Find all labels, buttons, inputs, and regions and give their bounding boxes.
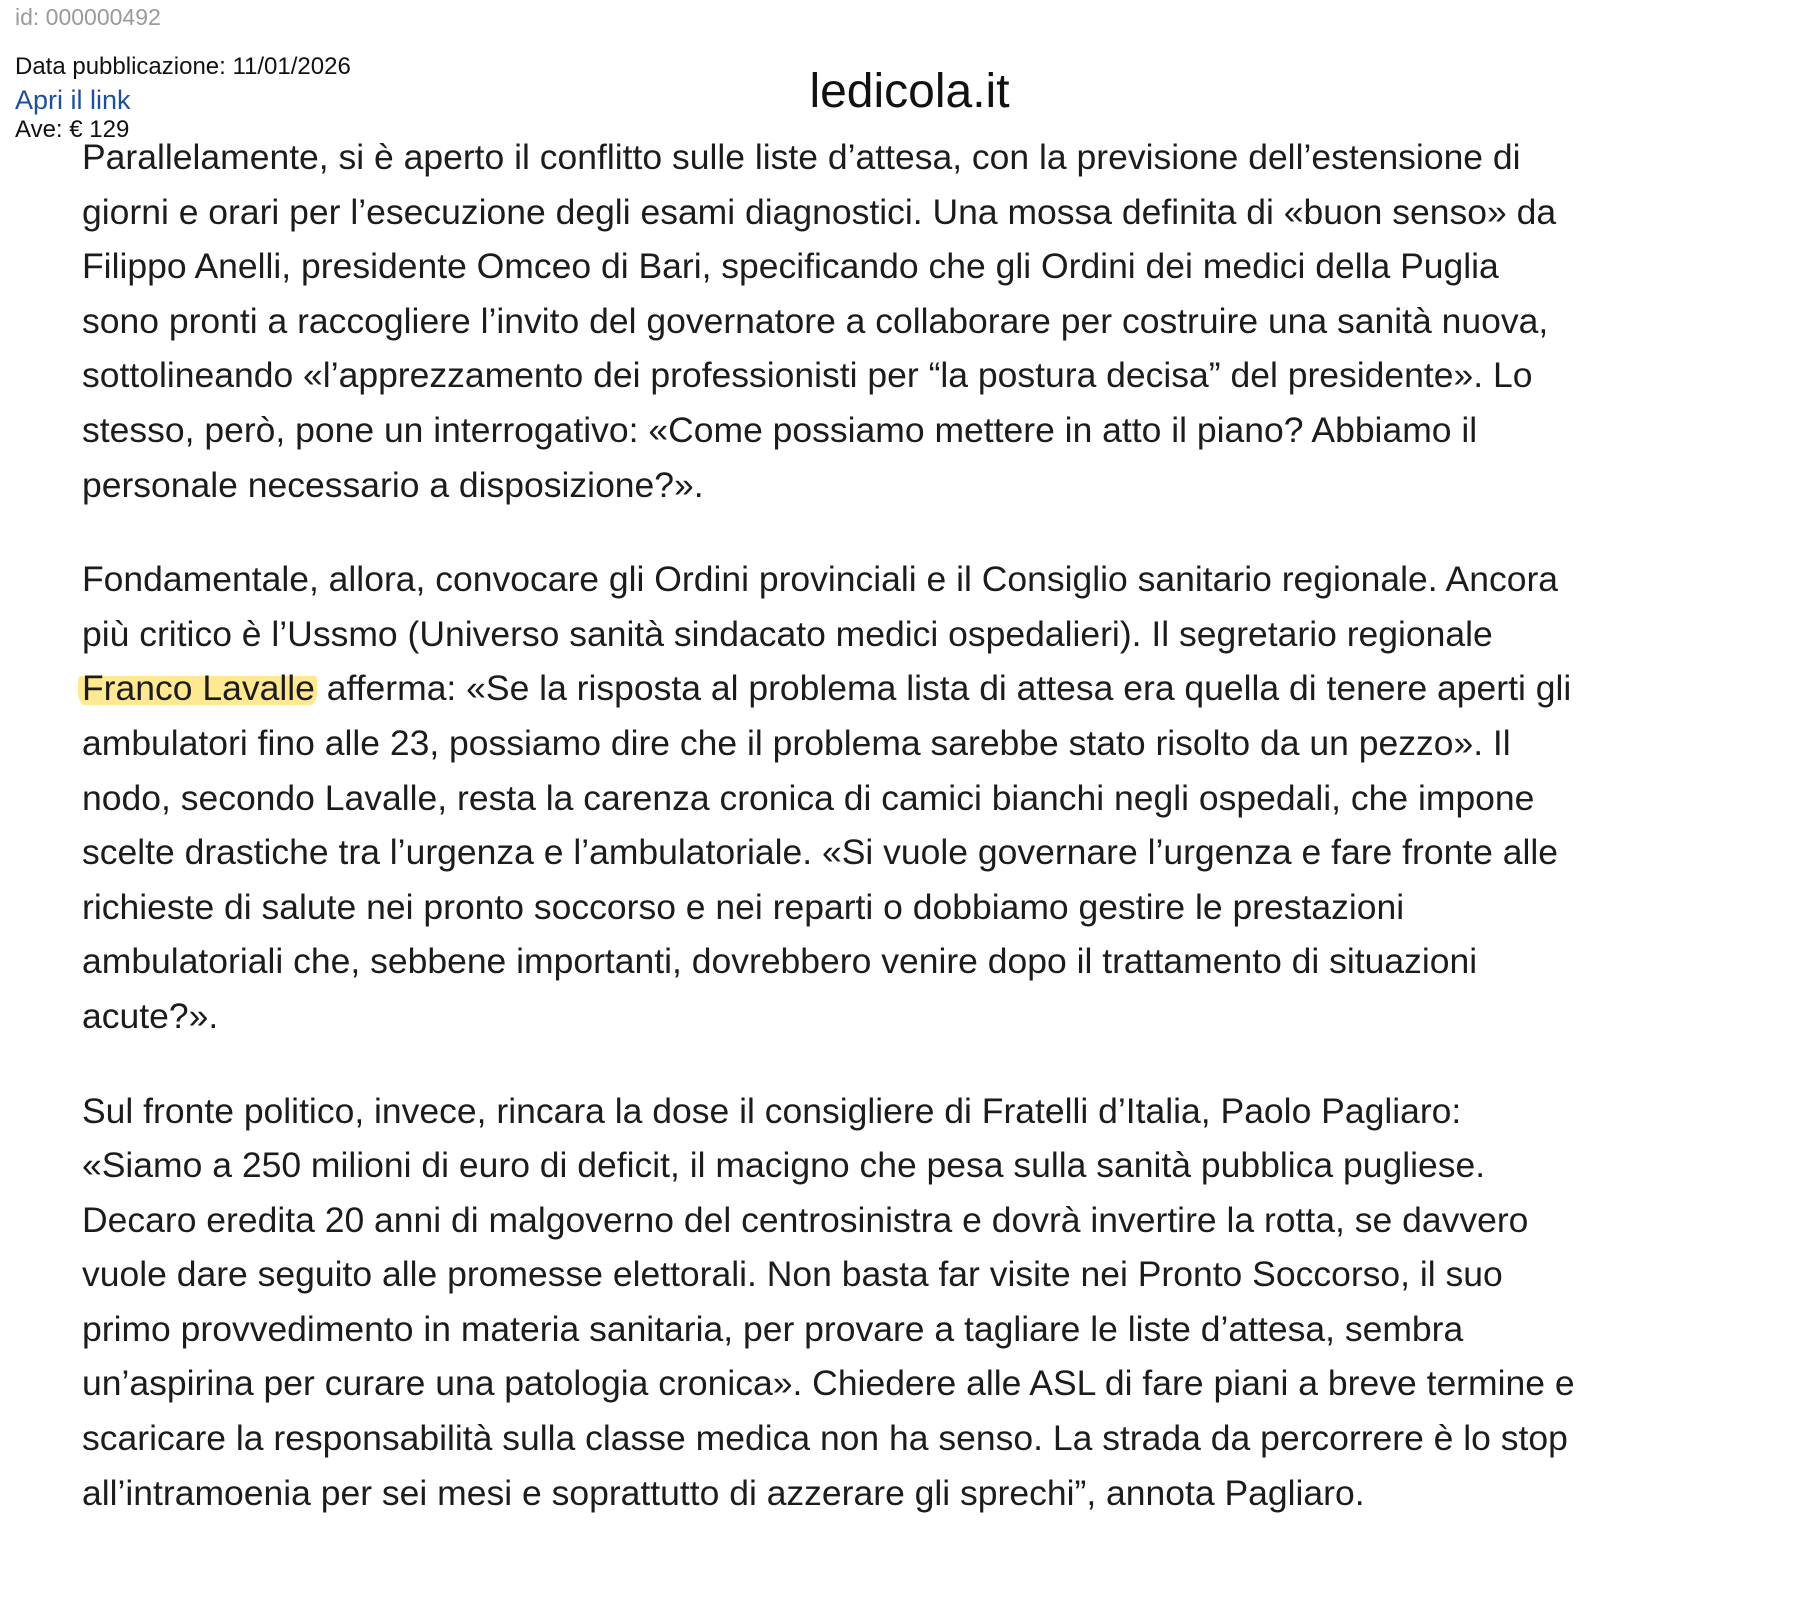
article-paragraph-1 — [82, 130, 1772, 512]
text-line: Parallelamente, si è aperto il conflitto sulle liste d’attesa, con la previsione dell’estensione di — [82, 137, 1521, 177]
text-line: sottolineando «l’apprezzamento dei professionisti per “la postura decisa” del presidente». Lo — [82, 355, 1533, 396]
article-body — [82, 130, 1772, 1560]
text-line: stesso, però, pone un interrogativo: «Come possiamo mettere in atto il piano? Abbiamo il — [82, 409, 1478, 450]
text-fragment: afferma: «Se la risposta al problema lista di attesa era quella di tenere aperti gli — [316, 668, 1572, 709]
text-line: ambulatori fino alle 23, possiamo dire che il problema sarebbe stato risolto da un pezzo». Il — [82, 722, 1511, 763]
text-line: primo provvedimento in materia sanitaria, per provare a tagliare le liste d’attesa, sembra — [82, 1308, 1464, 1349]
article-paragraph-3 — [82, 1084, 1772, 1521]
publication-date: Data pubblicazione: 11/01/2026 — [15, 53, 351, 80]
text-line: sono pronti a raccogliere l’invito del governatore a collaborare per costruire una sanità nuova, — [82, 300, 1549, 341]
open-link[interactable]: Apri il link — [15, 85, 131, 115]
text-line: più critico è l’Ussmo (Universo sanità sindacato medici ospedalieri). Il segretario regionale — [82, 613, 1493, 654]
text-line: richieste di salute nei pronto soccorso e nei reparti o dobbiamo gestire le prestazioni — [82, 886, 1405, 927]
text-line: scelte drastiche tra l’urgenza e l’ambulatoriale. «Si vuole governare l’urgenza e fare fronte alle — [82, 832, 1559, 873]
text-line: personale necessario a disposizione?». — [82, 464, 704, 505]
text-line: ambulatoriali che, sebbene importanti, dovrebbero venire dopo il trattamento di situazioni — [82, 941, 1478, 982]
ave-value: Ave: € 129 — [15, 116, 130, 143]
text-line: all’intramoenia per sei mesi e soprattutto di azzerare gli sprechi”, annota Pagliaro. — [82, 1472, 1365, 1513]
article-paragraph-2 — [82, 552, 1772, 1043]
text-line: Sul fronte politico, invece, rincara la dose il consigliere di Fratelli d’Italia, Paolo Pagliaro: — [82, 1090, 1462, 1131]
text-line: Filippo Anelli, presidente Omceo di Bari, specificando che gli Ordini dei medici della Puglia — [82, 246, 1499, 287]
text-line — [82, 661, 1772, 716]
text-line: giorni e orari per l’esecuzione degli esami diagnostici. Una mossa definita di «buon senso» da — [82, 191, 1557, 232]
highlighted-name: Franco Lavalle — [78, 668, 317, 708]
text-line: acute?». — [82, 995, 219, 1036]
text-line: scaricare la responsabilità sulla classe medica non ha senso. La strada da percorrere è lo stop — [82, 1418, 1568, 1459]
text-line: «Siamo a 250 milioni di euro di deficit, il macigno che pesa sulla sanità pubblica pugliese. — [82, 1145, 1486, 1186]
text-line: Decaro eredita 20 anni di malgoverno del centrosinistra e dovrà invertire la rotta, se davvero — [82, 1199, 1529, 1240]
text-line: Fondamentale, allora, convocare gli Ordini provinciali e il Consiglio sanitario regionale. Ancora — [82, 559, 1559, 600]
document-id: id: 000000492 — [15, 4, 161, 30]
text-line: un’aspirina per curare una patologia cronica». Chiedere alle ASL di fare piani a breve termine e — [82, 1363, 1575, 1404]
text-line: vuole dare seguito alle promesse elettorali. Non basta far visite nei Pronto Soccorso, il suo — [82, 1254, 1503, 1295]
text-line: nodo, secondo Lavalle, resta la carenza cronica di camici bianchi negli ospedali, che impone — [82, 777, 1535, 818]
site-title: ledicola.it — [809, 65, 1010, 118]
